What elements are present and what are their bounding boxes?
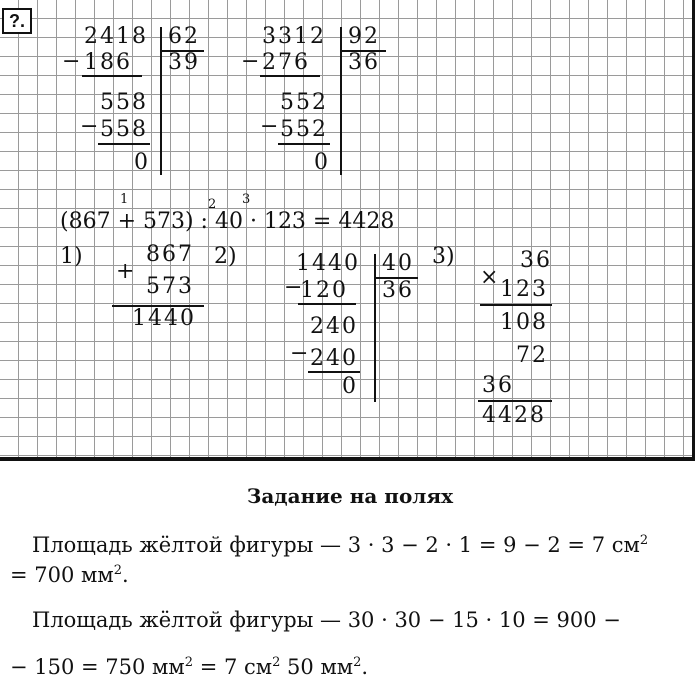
subtrahend-1: 120 (300, 278, 348, 303)
remainder-2: 0 (314, 150, 330, 175)
margin-task-title: Задание на полях (246, 484, 454, 508)
minus-sign: − (260, 114, 281, 139)
remainder-1: 552 (280, 90, 328, 115)
subtrahend-2: 240 (310, 346, 358, 371)
minus-sign: − (241, 49, 262, 74)
remainder-1: 558 (100, 90, 148, 115)
product-line (480, 304, 552, 306)
divisor: 40 (382, 251, 414, 276)
step-label-2: 2) (214, 244, 237, 269)
times-sign: × (480, 265, 499, 290)
underline (82, 75, 142, 77)
addend-2: 573 (146, 274, 194, 299)
multiplier: 123 (500, 277, 548, 302)
task-number-badge: ?. (2, 8, 32, 34)
partial-product-2: 72 (516, 343, 548, 368)
remainder-1: 240 (310, 314, 358, 339)
minus-sign: − (284, 275, 305, 300)
divisor: 92 (348, 24, 380, 49)
underline (98, 143, 150, 145)
underline (298, 303, 356, 305)
quotient: 36 (382, 278, 414, 303)
result-line (478, 400, 552, 402)
subtrahend-2: 558 (100, 117, 148, 142)
partial-product-3: 36 (482, 373, 514, 398)
margin-task-line-1: Площадь жёлтой фигуры — 3 · 3 − 2 · 1 = 9 − 2 = 7 $см^2$ (32, 533, 649, 557)
margin-task-line-4: − 150 = 750 $мм^2 = 7$ $см^2$ 50 $мм^2$. (10, 655, 369, 679)
step-label-1: 1) (60, 244, 83, 269)
order-mark-2: 2 (208, 197, 219, 212)
subtrahend-2: 552 (280, 117, 328, 142)
addend-1: 867 (146, 242, 194, 267)
plus-sign: + (116, 259, 137, 284)
underline (278, 143, 330, 145)
order-mark-3: 3 (242, 192, 253, 207)
minus-sign: − (62, 49, 83, 74)
quotient: 36 (348, 50, 380, 75)
expression: (867 + 573) : 40 · 123 = 4428 (60, 209, 395, 234)
dividend: 3312 (262, 24, 326, 49)
dividend: 2418 (84, 24, 148, 49)
subtrahend-1: 276 (262, 50, 310, 75)
step-label-3: 3) (432, 244, 455, 269)
margin-task-line-2: = 700 $мм^2$. (10, 563, 129, 587)
dividend: 1440 (296, 251, 360, 276)
margin-task-line-3: Площадь жёлтой фигуры — 30 · 30 − 15 · 10 = 900 − (32, 608, 621, 632)
subtrahend-1: 186 (84, 50, 132, 75)
partial-product-1: 108 (500, 310, 548, 335)
remainder-2: 0 (134, 150, 150, 175)
underline (260, 75, 320, 77)
underline (308, 371, 360, 373)
sum: 1440 (132, 306, 196, 331)
quotient: 39 (168, 50, 200, 75)
multiplicand: 36 (520, 248, 552, 273)
product: 4428 (482, 403, 546, 428)
minus-sign: − (290, 341, 311, 366)
remainder-2: 0 (342, 374, 358, 399)
minus-sign: − (80, 114, 101, 139)
order-mark-1: 1 (120, 192, 131, 207)
divisor: 62 (168, 24, 200, 49)
